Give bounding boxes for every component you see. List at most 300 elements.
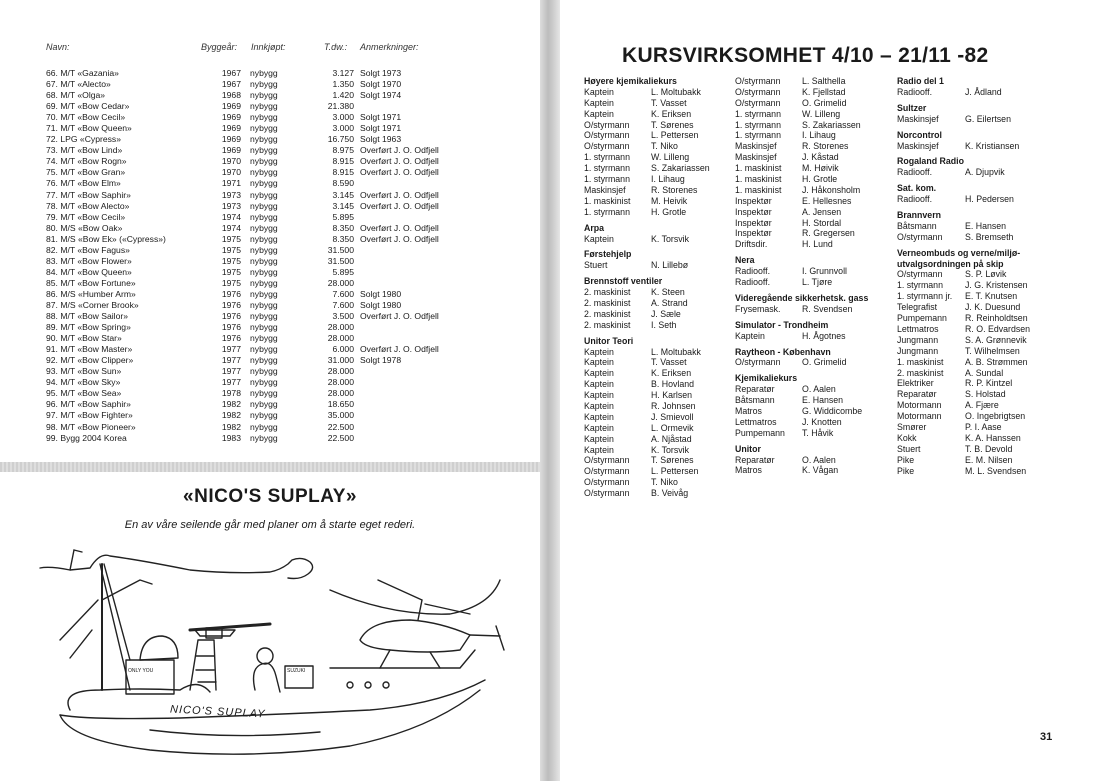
build-year: 1977 — [221, 366, 241, 377]
course-title: Kjemikaliekurs — [735, 373, 798, 384]
table-row — [46, 377, 486, 388]
build-year: 1971 — [221, 178, 241, 189]
table-row — [46, 322, 486, 333]
participant-name: M. Heivik — [651, 195, 688, 206]
build-year: 1967 — [221, 79, 241, 90]
participant-row — [735, 109, 900, 120]
article-subtitle: En av våre seilende går med planer om å starte eget rederi. — [124, 519, 416, 531]
participant-rank: Kaptein — [584, 422, 614, 433]
table-row — [46, 68, 486, 79]
book-spine — [540, 0, 560, 781]
participant-rank: O/styrmann — [735, 357, 781, 368]
participant-name: R. O. Edvardsen — [965, 323, 1031, 334]
participant-rank: Smører — [897, 421, 927, 432]
participant-row — [735, 120, 900, 131]
participant-row — [897, 433, 1097, 444]
participant-name: M. Høivik — [802, 163, 839, 174]
participant-name: J. Kåstad — [802, 152, 839, 163]
build-year: 1977 — [221, 355, 241, 366]
participant-name: J. K. Duesund — [965, 302, 1021, 313]
participant-row — [897, 313, 1097, 324]
acquired-status: nybygg — [250, 68, 278, 78]
participant-name: L. Salthella — [802, 76, 846, 86]
participant-rank: Kaptein — [584, 86, 614, 97]
participant-name: P. I. Aase — [965, 421, 1002, 432]
participant-rank: 1. maskinist — [735, 163, 782, 174]
participant-name: W. Lilleng — [802, 108, 841, 119]
course-title: Førstehjelp — [584, 249, 632, 260]
participant-rank: Inspektør — [735, 195, 772, 206]
participant-name: L. Pettersen — [651, 130, 699, 141]
participant-row — [584, 466, 744, 477]
participant-row — [584, 109, 744, 120]
participant-rank: Kaptein — [584, 401, 614, 412]
deadweight: 28.000 — [327, 388, 354, 399]
participant-name: O. Grimelid — [802, 357, 847, 368]
remark: Overført J. O. Odfjell — [360, 311, 439, 322]
participant-name: R. Storenes — [651, 184, 698, 195]
acquired-status: nybygg — [250, 101, 278, 112]
participant-row — [584, 141, 744, 152]
participant-rank: Inspektør — [735, 228, 772, 239]
participant-rank: 1. maskinist — [584, 195, 631, 206]
acquired-status: nybygg — [250, 222, 278, 233]
deadweight: 5.895 — [332, 211, 354, 222]
fleet-table-header — [46, 42, 486, 60]
participant-name: E. Hansen — [965, 220, 1007, 231]
participant-rank: Lettmatros — [897, 323, 939, 334]
participant-rank: 1. styrmann — [584, 163, 630, 174]
build-year: 1976 — [221, 311, 241, 322]
ship-name: 74. M/T «Bow Rogn» — [46, 156, 127, 167]
ship-name: 92. M/T «Bow Clipper» — [46, 355, 134, 366]
participant-rank: 2. maskinist — [584, 297, 631, 308]
section-divider — [0, 462, 540, 472]
participant-rank: Kaptein — [584, 368, 614, 379]
ship-name: 68. M/T «Olga» — [46, 90, 106, 101]
deadweight: 5.895 — [332, 266, 354, 277]
participant-name: K. Eriksen — [651, 108, 692, 119]
participant-name: A. Jensen — [802, 206, 842, 217]
participant-rank: O/styrmann — [584, 119, 630, 130]
participant-row — [735, 228, 900, 239]
table-row — [46, 289, 486, 300]
participant-name: E. Hellesnes — [802, 195, 852, 206]
participant-name: R. Storenes — [802, 141, 849, 152]
course-title: Nera — [735, 255, 755, 266]
ship-name: 80. M/S «Bow Oak» — [46, 222, 123, 233]
participant-rank: Maskinsjef — [735, 141, 777, 152]
deadweight: 21.380 — [327, 101, 354, 112]
acquired-status: nybygg — [250, 90, 278, 101]
remark: Solgt 1980 — [360, 299, 402, 310]
header-year: Byggeår: — [201, 42, 238, 52]
participant-name: J. Håkonsholm — [802, 184, 861, 195]
participant-rank: 2. maskinist — [584, 308, 631, 319]
remark: Solgt 1980 — [360, 288, 402, 299]
participant-row — [897, 302, 1097, 313]
remark: Overført J. O. Odfjell — [360, 145, 439, 156]
participant-rank: Radiooff. — [897, 167, 933, 178]
participant-row — [897, 87, 1097, 98]
participant-rank: Maskinsjef — [897, 140, 939, 151]
participant-name: K. Torsvik — [651, 233, 689, 244]
participant-name: K. Kristiansen — [965, 140, 1020, 151]
participant-row — [584, 152, 744, 163]
participant-rank: O/styrmann — [584, 477, 630, 488]
cartoon-hull-label: NICO'S SUPLAY — [169, 703, 266, 721]
participant-rank: Kaptein — [584, 433, 614, 444]
participant-name: H. Ågotnes — [802, 330, 846, 341]
participant-row — [584, 234, 744, 245]
participant-name: O. Grimelid — [802, 97, 847, 108]
participant-rank: 2. maskinist — [584, 319, 631, 330]
remark: Solgt 1963 — [360, 134, 402, 145]
build-year: 1969 — [221, 112, 241, 123]
participant-rank: 2. maskinist — [897, 367, 944, 378]
table-row — [46, 267, 486, 278]
build-year: 1973 — [221, 189, 241, 200]
acquired-status: nybygg — [250, 388, 278, 399]
acquired-status: nybygg — [250, 79, 278, 90]
participant-name: H. Stordal — [802, 217, 842, 228]
acquired-status: nybygg — [250, 156, 278, 167]
participant-row — [584, 368, 744, 379]
deadweight: 22.500 — [327, 421, 354, 432]
participant-row — [897, 269, 1097, 280]
participant-row — [584, 130, 744, 141]
course-title: Norcontrol — [897, 129, 942, 140]
participant-name: N. Lillebø — [651, 260, 689, 271]
ship-name: 72. LPG «Cypress» — [46, 134, 121, 145]
participant-rank: 1. styrmann — [735, 119, 781, 130]
acquired-status: nybygg — [250, 421, 278, 432]
build-year: 1977 — [221, 377, 241, 388]
deadweight: 16.750 — [327, 134, 354, 145]
deadweight: 8.590 — [332, 178, 354, 189]
deadweight: 18.650 — [327, 399, 354, 410]
participant-rank: Kaptein — [735, 330, 765, 341]
participant-rank: O/styrmann — [584, 488, 630, 499]
header-tdw: T.dw.: — [324, 42, 348, 52]
table-row — [46, 101, 486, 112]
deadweight: 7.600 — [332, 288, 354, 299]
participant-row — [897, 335, 1097, 346]
course-column-2 — [735, 76, 900, 476]
deadweight: 8.350 — [332, 222, 354, 233]
participant-row — [897, 455, 1097, 466]
deadweight: 31.500 — [327, 255, 354, 266]
participant-rank: Kaptein — [584, 97, 614, 108]
participant-row — [584, 196, 744, 207]
acquired-status: nybygg — [250, 299, 278, 310]
remark: Overført J. O. Odfjell — [360, 189, 439, 200]
participant-name: K. Fjellstad — [802, 86, 846, 97]
course-section — [735, 76, 900, 250]
participant-row — [897, 346, 1097, 357]
participant-rank: Kaptein — [584, 346, 614, 357]
participant-name: L. Tjøre — [802, 277, 833, 288]
participant-rank: O/styrmann — [735, 86, 781, 97]
acquired-status: nybygg — [250, 366, 278, 377]
table-row — [46, 388, 486, 399]
header-notes: Anmerkninger: — [360, 42, 419, 52]
participant-name: S. P. Løvik — [965, 269, 1007, 280]
participant-name: A. Njåstad — [651, 433, 692, 444]
build-year: 1976 — [221, 288, 241, 299]
participant-rank: Maskinsjef — [584, 184, 626, 195]
participant-row — [897, 389, 1097, 400]
participant-rank: 1. maskinist — [735, 184, 782, 195]
acquired-status: nybygg — [250, 123, 278, 134]
participant-rank: Telegrafist — [897, 302, 938, 313]
participant-name: S. A. Grønnevik — [965, 334, 1027, 345]
participant-rank: O/styrmann — [584, 466, 630, 477]
participant-name: H. Lund — [802, 239, 833, 250]
participant-row — [897, 411, 1097, 422]
build-year: 1974 — [221, 222, 241, 233]
acquired-status: nybygg — [250, 211, 278, 222]
participant-name: S. Holstad — [965, 389, 1006, 400]
acquired-status: nybygg — [250, 189, 278, 200]
participant-rank: Kaptein — [584, 108, 614, 119]
participant-rank: 1. styrmann — [735, 108, 781, 119]
participant-row — [584, 477, 744, 488]
remark: Overført J. O. Odfjell — [360, 222, 439, 233]
participant-row — [584, 379, 744, 390]
acquired-status: nybygg — [250, 288, 278, 299]
course-title: Videregående sikkerhetsk. gass — [735, 292, 869, 303]
participant-rank: Kaptein — [584, 379, 614, 390]
participant-rank: Maskinsjef — [897, 113, 939, 124]
deadweight: 28.000 — [327, 333, 354, 344]
participant-name: T. Håvik — [802, 427, 834, 438]
table-row — [46, 355, 486, 366]
deadweight: 7.600 — [332, 299, 354, 310]
remark: Overført J. O. Odfjell — [360, 344, 439, 355]
acquired-status: nybygg — [250, 266, 278, 277]
participant-name: G. Widdicombe — [802, 406, 863, 417]
deadweight: 31.500 — [327, 244, 354, 255]
participant-rank: 1. maskinist — [897, 356, 944, 367]
course-title: Raytheon - København — [735, 346, 831, 357]
participant-row — [735, 152, 900, 163]
participant-name: T. B. Devold — [965, 443, 1013, 454]
ship-name: 97. M/T «Bow Fighter» — [46, 410, 133, 421]
cartoon-crate-label: SUZUKI — [287, 668, 306, 674]
acquired-status: nybygg — [250, 277, 278, 288]
deadweight: 3.127 — [332, 68, 354, 78]
acquired-status: nybygg — [250, 333, 278, 344]
table-row — [46, 245, 486, 256]
participant-rank: Radiooff. — [735, 266, 771, 277]
participant-name: T. Sørenes — [651, 119, 694, 130]
build-year: 1975 — [221, 277, 241, 288]
deadweight: 1.350 — [332, 79, 354, 90]
participant-name: W. Lilleng — [651, 152, 690, 163]
participant-rank: Kaptein — [584, 390, 614, 401]
ship-name: 90. M/T «Bow Star» — [46, 333, 122, 344]
build-year: 1975 — [221, 255, 241, 266]
participant-name: A. B. Strømmen — [965, 356, 1028, 367]
table-row — [46, 399, 486, 410]
table-row — [46, 134, 486, 145]
participant-rank: Elektriker — [897, 378, 934, 389]
participant-row — [735, 395, 900, 406]
participant-row — [584, 174, 744, 185]
course-section — [584, 336, 744, 499]
participant-rank: Matros — [735, 465, 762, 476]
participant-row — [584, 455, 744, 466]
fleet-table — [46, 42, 486, 444]
deadweight: 8.975 — [332, 145, 354, 156]
table-row — [46, 410, 486, 421]
participant-row — [584, 207, 744, 218]
participant-name: I. Grunnvoll — [802, 266, 847, 277]
course-section — [897, 248, 1097, 477]
build-year: 1978 — [221, 388, 241, 399]
participant-name: L. Moltubakk — [651, 86, 701, 97]
participant-name: H. Pedersen — [965, 194, 1014, 205]
cartoon-sign-label: ONLY YOU — [128, 668, 154, 674]
participant-name: T. Vasset — [651, 357, 687, 368]
ship-name: 85. M/T «Bow Fortune» — [46, 277, 136, 288]
participant-row — [735, 455, 900, 466]
participant-row — [584, 434, 744, 445]
course-title: Rogaland Radio — [897, 156, 964, 167]
acquired-status: nybygg — [250, 145, 278, 156]
ship-name: 73. M/T «Bow Lind» — [46, 145, 123, 156]
participant-row — [897, 400, 1097, 411]
participant-row — [584, 390, 744, 401]
remark: Overført J. O. Odfjell — [360, 156, 439, 167]
course-section — [897, 130, 1097, 152]
course-section — [584, 249, 744, 271]
participant-name: A. Fjære — [965, 400, 999, 411]
ship-name: 66. M/T «Gazania» — [46, 68, 119, 78]
participant-rank: Radiooff. — [897, 194, 933, 205]
deadweight: 3.500 — [332, 311, 354, 322]
ship-name: 71. M/T «Bow Queen» — [46, 123, 132, 134]
participant-row — [897, 378, 1097, 389]
deadweight: 28.000 — [327, 322, 354, 333]
deadweight: 3.145 — [332, 200, 354, 211]
remark: Overført J. O. Odfjell — [360, 233, 439, 244]
participant-rank: O/styrmann — [584, 455, 630, 466]
build-year: 1976 — [221, 299, 241, 310]
participant-row — [735, 239, 900, 250]
right-page — [560, 0, 1100, 781]
participant-name: L. Pettersen — [651, 466, 699, 477]
course-section — [584, 223, 744, 245]
participant-rank: Driftsdir. — [735, 239, 768, 250]
ship-name: 93. M/T «Bow Sun» — [46, 366, 122, 377]
participant-row — [897, 232, 1097, 243]
table-row — [46, 256, 486, 267]
table-row — [46, 300, 486, 311]
table-row — [46, 123, 486, 134]
page-title: KURSVIRKSOMHET 4/10 – 21/11 -82 — [622, 44, 989, 67]
course-section — [897, 76, 1097, 98]
participant-row — [584, 412, 744, 423]
remark: Solgt 1971 — [360, 123, 402, 134]
table-row — [46, 90, 486, 101]
participant-name: R. Johnsen — [651, 401, 696, 412]
participant-rank: 1. styrmann jr. — [897, 291, 953, 302]
participant-row — [735, 87, 900, 98]
participant-row — [897, 466, 1097, 477]
ship-name: 83. M/T «Bow Flower» — [46, 255, 132, 266]
acquired-status: nybygg — [250, 311, 278, 322]
deadweight: 22.500 — [327, 432, 354, 443]
participant-row — [897, 357, 1097, 368]
table-row — [46, 167, 486, 178]
participant-name: J. Smievoll — [651, 411, 694, 422]
deadweight: 3.000 — [332, 123, 354, 134]
acquired-status: nybygg — [250, 344, 278, 355]
participant-rank: Maskinsjef — [735, 152, 777, 163]
participant-row — [584, 287, 744, 298]
table-row — [46, 223, 486, 234]
participant-row — [584, 260, 744, 271]
participant-row — [897, 114, 1097, 125]
build-year: 1974 — [221, 211, 241, 222]
participant-row — [897, 422, 1097, 433]
build-year: 1970 — [221, 156, 241, 167]
acquired-status: nybygg — [250, 432, 278, 443]
participant-name: E. Hansen — [802, 395, 844, 406]
participant-rank: Radiooff. — [735, 277, 771, 288]
participant-rank: Stuert — [897, 443, 921, 454]
ship-name: 76. M/T «Bow Elm» — [46, 178, 121, 189]
ship-name: 75. M/T «Bow Gran» — [46, 167, 126, 178]
build-year: 1969 — [221, 101, 241, 112]
deadweight: 1.420 — [332, 90, 354, 101]
participant-rank: Kaptein — [584, 357, 614, 368]
course-section — [735, 293, 900, 315]
participant-rank: Kaptein — [584, 233, 614, 244]
participant-name: M. L. Svendsen — [965, 465, 1027, 476]
participant-row — [584, 185, 744, 196]
participant-row — [897, 221, 1097, 232]
participant-rank: Stuert — [584, 260, 608, 271]
participant-rank: Reparatør — [897, 389, 937, 400]
participant-row — [735, 384, 900, 395]
ship-name: 82. M/T «Bow Fagus» — [46, 244, 130, 255]
participant-rank: 1. styrmann — [584, 152, 630, 163]
build-year: 1982 — [221, 410, 241, 421]
course-title: Arpa — [584, 222, 605, 233]
table-row — [46, 201, 486, 212]
participant-rank: Motormann — [897, 411, 942, 422]
participant-row — [584, 309, 744, 320]
build-year: 1976 — [221, 322, 241, 333]
acquired-status: nybygg — [250, 410, 278, 421]
participant-row — [584, 445, 744, 456]
participant-name: R. P. Kintzel — [965, 378, 1013, 389]
remark: Overført J. O. Odfjell — [360, 200, 439, 211]
participant-row — [735, 218, 900, 229]
table-row — [46, 190, 486, 201]
participant-row — [897, 167, 1097, 178]
participant-rank: Båtsmann — [897, 220, 937, 231]
participant-name: H. Karlsen — [651, 390, 693, 401]
course-title: Sat. kom. — [897, 183, 937, 194]
participant-rank: Inspektør — [735, 217, 772, 228]
deadweight: 28.000 — [327, 366, 354, 377]
build-year: 1982 — [221, 399, 241, 410]
deadweight: 35.000 — [327, 410, 354, 421]
